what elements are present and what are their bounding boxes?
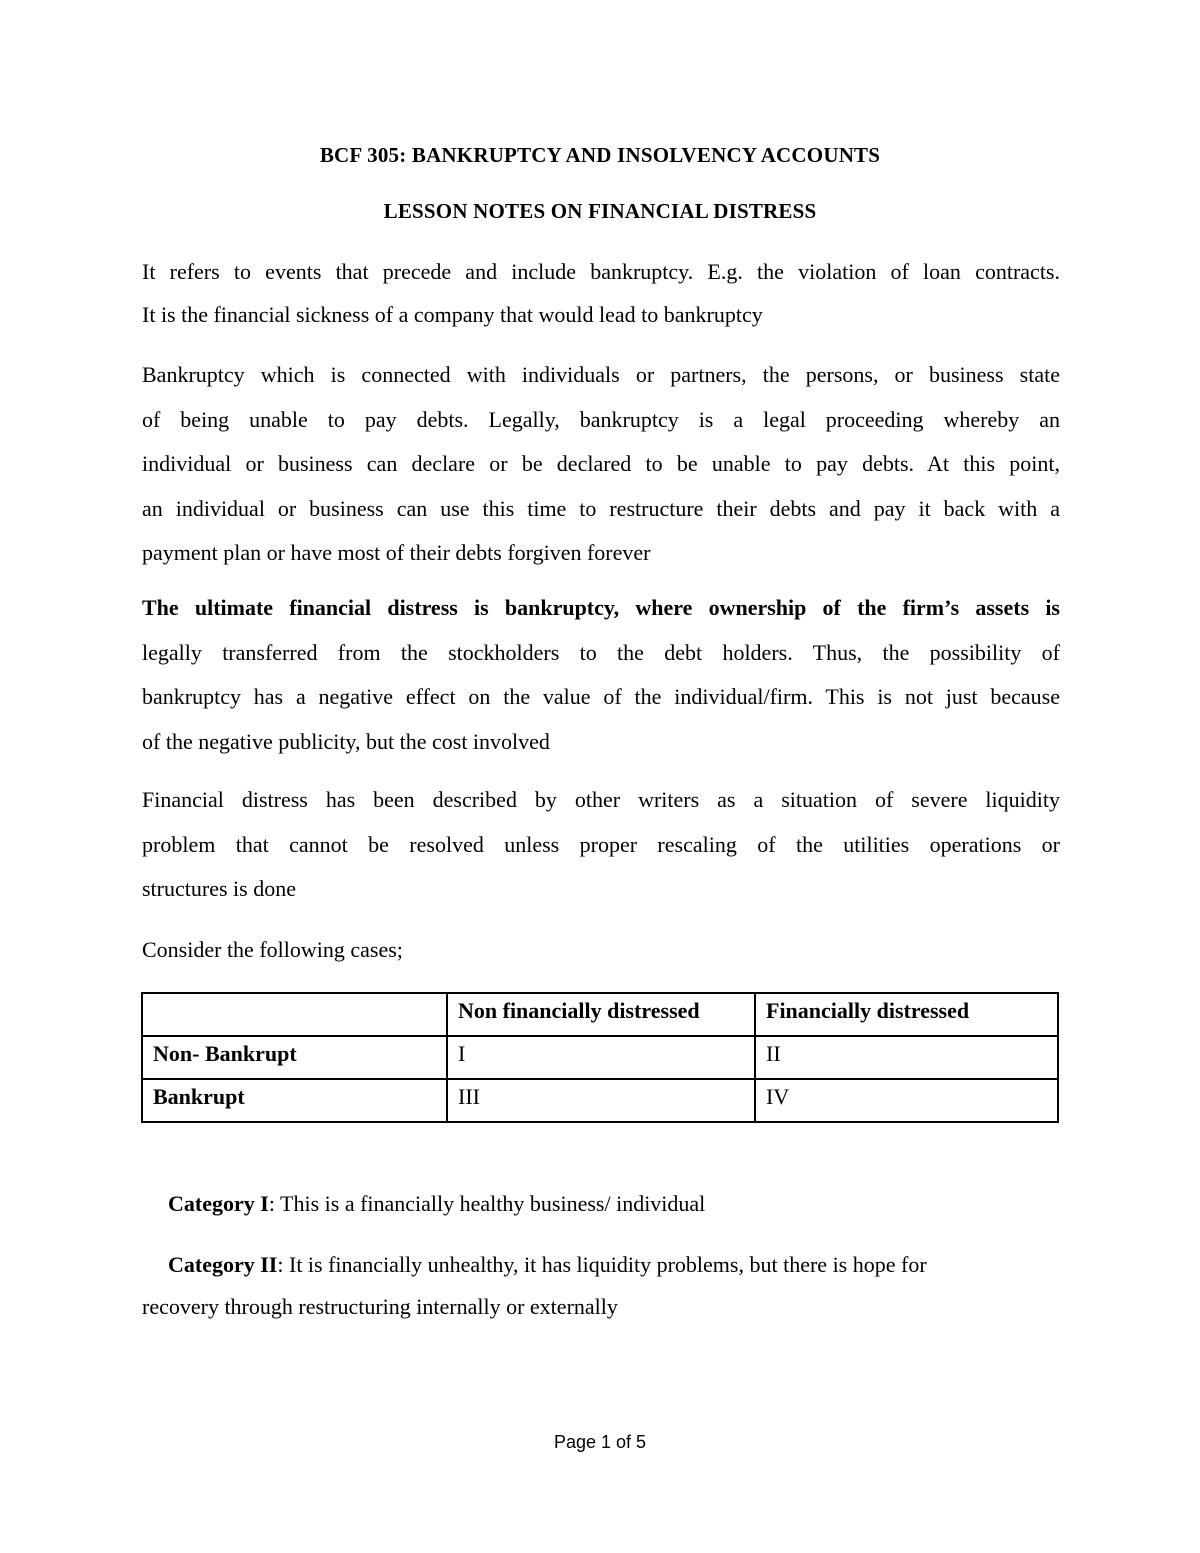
text-line: an individual or business can use this time to restructure their debts and pay it back with a	[142, 495, 1060, 521]
table-header-cell	[142, 993, 447, 1036]
text-line: Financial distress has been described by other writers as a situation of severe liquidity	[142, 787, 1060, 812]
text-line: problem that cannot be resolved unless proper rescaling of the utilities operations or	[142, 831, 1060, 857]
category-label: Category I	[168, 1191, 269, 1216]
table-cell: IV	[755, 1079, 1058, 1122]
text-line: legally transferred from the stockholders to the debt holders. Thus, the possibility of	[142, 639, 1060, 665]
text-line: structures is done	[142, 876, 296, 901]
table-row-label: Non- Bankrupt	[142, 1036, 447, 1079]
lesson-title: LESSON NOTES ON FINANCIAL DISTRESS	[383, 199, 817, 223]
category-text-continued: recovery through restructuring internally or externally	[142, 1294, 618, 1319]
text-line: of the negative publicity, but the cost involved	[142, 728, 550, 754]
course-title: BCF 305: BANKRUPTCY AND INSOLVENCY ACCOUNTS	[319, 143, 881, 167]
paragraph-bankruptcy	[142, 353, 1060, 576]
table-row	[142, 1036, 1058, 1079]
paragraph-consider: Consider the following cases;	[142, 937, 403, 962]
text-line-bold: The ultimate financial distress is bankruptcy, where ownership of the firm’s assets is	[142, 595, 1060, 620]
text-line: individual or business can declare or be declared to be unable to pay debts. At this point,	[142, 451, 1060, 476]
table-cell: III	[447, 1079, 755, 1122]
category-text: : This is a financially healthy business/ individual	[268, 1191, 706, 1216]
category-two	[142, 1244, 1060, 1328]
table-cell: I	[447, 1036, 755, 1079]
table-cell: II	[755, 1036, 1058, 1079]
table-row-label: Bankrupt	[142, 1079, 447, 1122]
text-line: Bankruptcy which is connected with individuals or partners, the persons, or business state	[142, 362, 1060, 387]
paragraph-distress-definition	[142, 778, 1060, 912]
category-label: Category II	[168, 1252, 278, 1277]
table-header-cell: Financially distressed	[755, 993, 1058, 1036]
text-line: It refers to events that precede and include bankruptcy. E.g. the violation of loan contracts.	[142, 259, 1060, 284]
paragraph-definition	[142, 250, 1060, 335]
text-line: payment plan or have most of their debts forgiven forever	[142, 540, 651, 565]
text-line: bankruptcy has a negative effect on the value of the individual/firm. This is not just because	[142, 684, 1060, 709]
category-text: : It is financially unhealthy, it has liquidity problems, but there is hope for	[277, 1252, 927, 1277]
table-header-row	[142, 993, 1058, 1036]
cases-table	[141, 992, 1059, 1123]
paragraph-ultimate-distress	[142, 586, 1060, 764]
page-number: Page 1 of 5	[553, 1432, 647, 1452]
text-line: It is the financial sickness of a company that would lead to bankruptcy	[142, 301, 763, 327]
text-line: of being unable to pay debts. Legally, bankruptcy is a legal proceeding whereby an	[142, 406, 1060, 432]
table-header-cell: Non financially distressed	[447, 993, 755, 1036]
table-row	[142, 1079, 1058, 1122]
category-one	[142, 1183, 1060, 1225]
